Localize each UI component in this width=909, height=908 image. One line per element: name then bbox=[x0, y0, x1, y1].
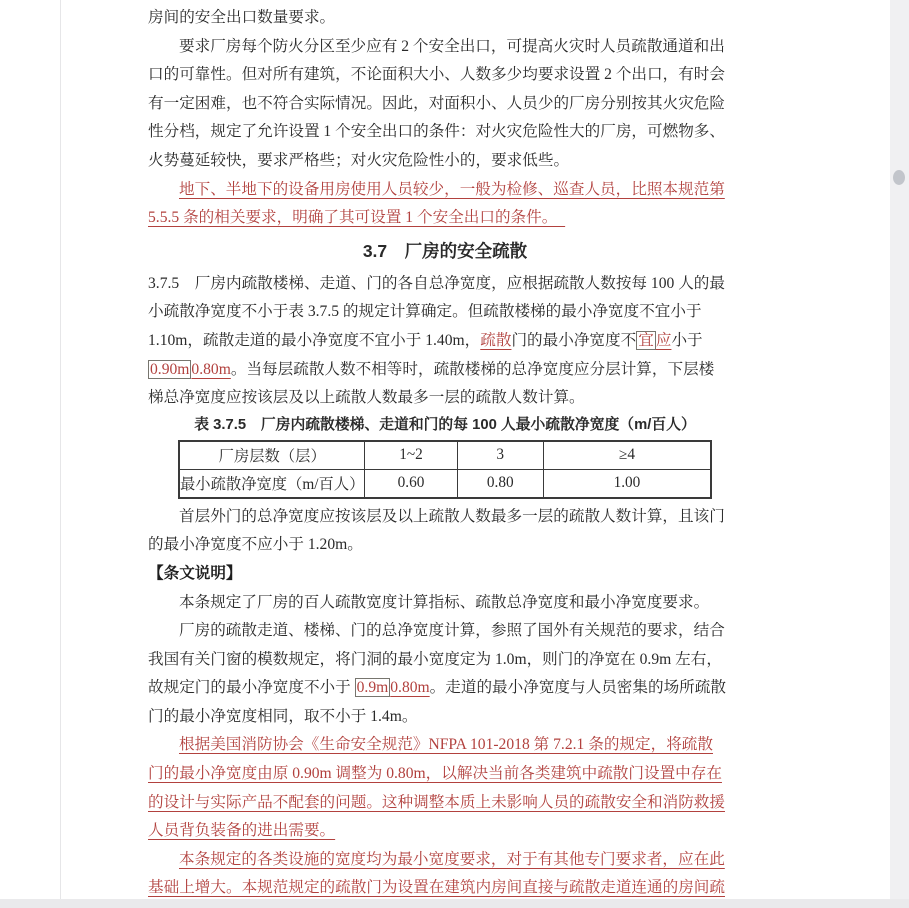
table-cell: 1.00 bbox=[543, 469, 711, 498]
revision-inserted-text: 本条规定的各类设施的宽度均为最小宽度要求，对于有其他专门要求者，应在此 bbox=[179, 850, 725, 868]
text-line bbox=[148, 298, 742, 327]
body-text: 表 3.7.5 厂房内疏散楼梯、走道和门的每 100 人最小疏散净宽度（m/百人） bbox=[194, 416, 696, 433]
body-text: 门的最小净宽度相同，取不小于 1.4m。 bbox=[148, 707, 418, 725]
text-line bbox=[148, 503, 742, 532]
text-line bbox=[148, 176, 742, 205]
body-text: 我国有关门窗的模数规定，将门洞的最小宽度定为 1.0m，则门的净宽在 0.9m 左右， bbox=[148, 650, 722, 668]
body-text: 3.7.5 厂房内疏散楼梯、走道、门的各自总净宽度，应根据疏散人数按每 100 人的最 bbox=[148, 274, 725, 292]
min-width-table bbox=[178, 440, 712, 499]
revision-inserted-text: 根据美国消防协会《生命安全规范》NFPA 101-2018 第 7.2.1 条的规定，将疏散 bbox=[179, 736, 713, 754]
page-bottom-gap bbox=[0, 899, 909, 908]
body-text: 有一定困难，也不符合实际情况。因此，对面积小、人员少的厂房分别按其火灾危险 bbox=[148, 94, 725, 112]
body-text: 口的可靠性。但对所有建筑，不论面积大小、人数多少均要求设置 2 个出口，有时会 bbox=[148, 66, 725, 84]
table-cell: ≥4 bbox=[543, 441, 711, 470]
text-line bbox=[148, 760, 742, 789]
page-left-edge bbox=[60, 0, 61, 908]
revision-deleted-text: 0.9m bbox=[356, 679, 389, 697]
text-line bbox=[148, 4, 742, 33]
text-line bbox=[148, 846, 742, 875]
table-caption bbox=[148, 413, 742, 438]
text-line bbox=[148, 270, 742, 299]
bold-label-text: 【条文说明】 bbox=[148, 564, 242, 582]
text-line bbox=[148, 560, 742, 589]
revision-inserted-text: 5.5.5 条的相关要求，明确了其可设置 1 个安全出口的条件。 bbox=[148, 209, 566, 227]
table-cell: 最小疏散净宽度（m/百人） bbox=[179, 469, 365, 498]
text-line bbox=[148, 731, 742, 760]
body-text: 火势蔓延较快，要求严格些；对火灾危险性小的，要求低些。 bbox=[148, 151, 570, 169]
body-text: 要求厂房每个防火分区至少应有 2 个安全出口，可提高火灾时人员疏散通道和出 bbox=[179, 37, 725, 55]
body-text: 首层外门的总净宽度应按该层及以上疏散人数最多一层的疏散人数计算，且该门 bbox=[179, 507, 725, 525]
body-text: 房间的安全出口数量要求。 bbox=[148, 9, 336, 26]
revision-inserted-text: 应 bbox=[655, 331, 672, 349]
text-line bbox=[148, 90, 742, 119]
text-line bbox=[148, 327, 742, 356]
body-text: 。走道的最小净宽度与人员密集的场所疏散 bbox=[429, 679, 726, 697]
body-text: 本条规定了厂房的百人疏散宽度计算指标、疏散总净宽度和最小净宽度要求。 bbox=[179, 593, 710, 611]
body-text: 小疏散净宽度不小于表 3.7.5 的规定计算确定。但疏散楼梯的最小净宽度不宜小于 bbox=[148, 303, 702, 321]
revision-inserted-text: 疏散 bbox=[480, 331, 512, 349]
body-text: 梯总净宽度应按该层及以上疏散人数最多一层的疏散人数计算。 bbox=[148, 389, 585, 407]
revision-inserted-text: 基础上增大。本规范规定的疏散门为设置在建筑内房间直接与疏散走道连通的房间疏 bbox=[148, 879, 725, 897]
table-cell: 0.80 bbox=[457, 469, 543, 498]
revision-inserted-text: 0.80m bbox=[191, 360, 231, 378]
body-text: 厂房的疏散走道、楼梯、门的总净宽度计算，参照了国外有关规范的要求，结合 bbox=[179, 622, 725, 640]
text-line bbox=[148, 356, 742, 385]
body-text: 门的最小净宽度不 bbox=[511, 331, 637, 349]
table-cell: 厂房层数（层） bbox=[179, 441, 365, 470]
text-line bbox=[148, 61, 742, 90]
text-line bbox=[148, 617, 742, 646]
text-line bbox=[148, 531, 742, 560]
text-line bbox=[148, 646, 742, 675]
revision-inserted-text: 0.80m bbox=[390, 679, 430, 697]
revision-deleted-text: 0.90m bbox=[150, 360, 190, 378]
text-line bbox=[148, 384, 742, 413]
document-content bbox=[148, 4, 742, 903]
body-text: 性分档，规定了允许设置 1 个安全出口的条件：对火灾危险性大的厂房，可燃物多、 bbox=[148, 123, 725, 141]
revision-inserted-text: 门的最小净宽度由原 0.90m 调整为 0.80m，以解决当前各类建筑中疏散门设置中存在 bbox=[148, 765, 722, 783]
table-cell: 0.60 bbox=[365, 469, 457, 498]
revision-inserted-text: 的设计与实际产品不配套的问题。这种调整本质上未影响人员的疏散安全和消防救援 bbox=[148, 793, 725, 811]
text-line bbox=[148, 703, 742, 732]
table-header-row bbox=[179, 441, 711, 470]
text-line bbox=[148, 789, 742, 818]
body-text: 小于 bbox=[671, 331, 703, 349]
text-line bbox=[148, 817, 742, 846]
text-line bbox=[148, 118, 742, 147]
text-line bbox=[148, 589, 742, 618]
body-text: 1.10m，疏散走道的最小净宽度不宜小于 1.40m， bbox=[148, 331, 481, 349]
body-text: 3.7 厂房的安全疏散 bbox=[362, 240, 528, 261]
text-line bbox=[148, 674, 742, 703]
section-heading bbox=[148, 233, 742, 270]
revision-deleted-text: 宜 bbox=[638, 331, 654, 349]
revision-inserted-text: 人员背负装备的进出需要。 bbox=[148, 822, 336, 840]
scrollbar-track[interactable] bbox=[890, 0, 909, 908]
body-text: 的最小净宽度不应小于 1.20m。 bbox=[148, 536, 363, 554]
body-text: 。当每层疏散人数不相等时，疏散楼梯的总净宽度应分层计算，下层楼 bbox=[230, 360, 715, 378]
text-line bbox=[148, 33, 742, 62]
revision-inserted-text: 地下、半地下的设备用房使用人员较少，一般为检修、巡查人员，比照本规范第 bbox=[179, 180, 725, 198]
table-data-row bbox=[179, 469, 711, 498]
table-cell: 1~2 bbox=[365, 441, 457, 470]
text-line bbox=[148, 204, 742, 233]
scrollbar-thumb[interactable] bbox=[893, 170, 905, 185]
body-text: 故规定门的最小净宽度不小于 bbox=[148, 679, 355, 697]
table-cell: 3 bbox=[457, 441, 543, 470]
text-line bbox=[148, 147, 742, 176]
